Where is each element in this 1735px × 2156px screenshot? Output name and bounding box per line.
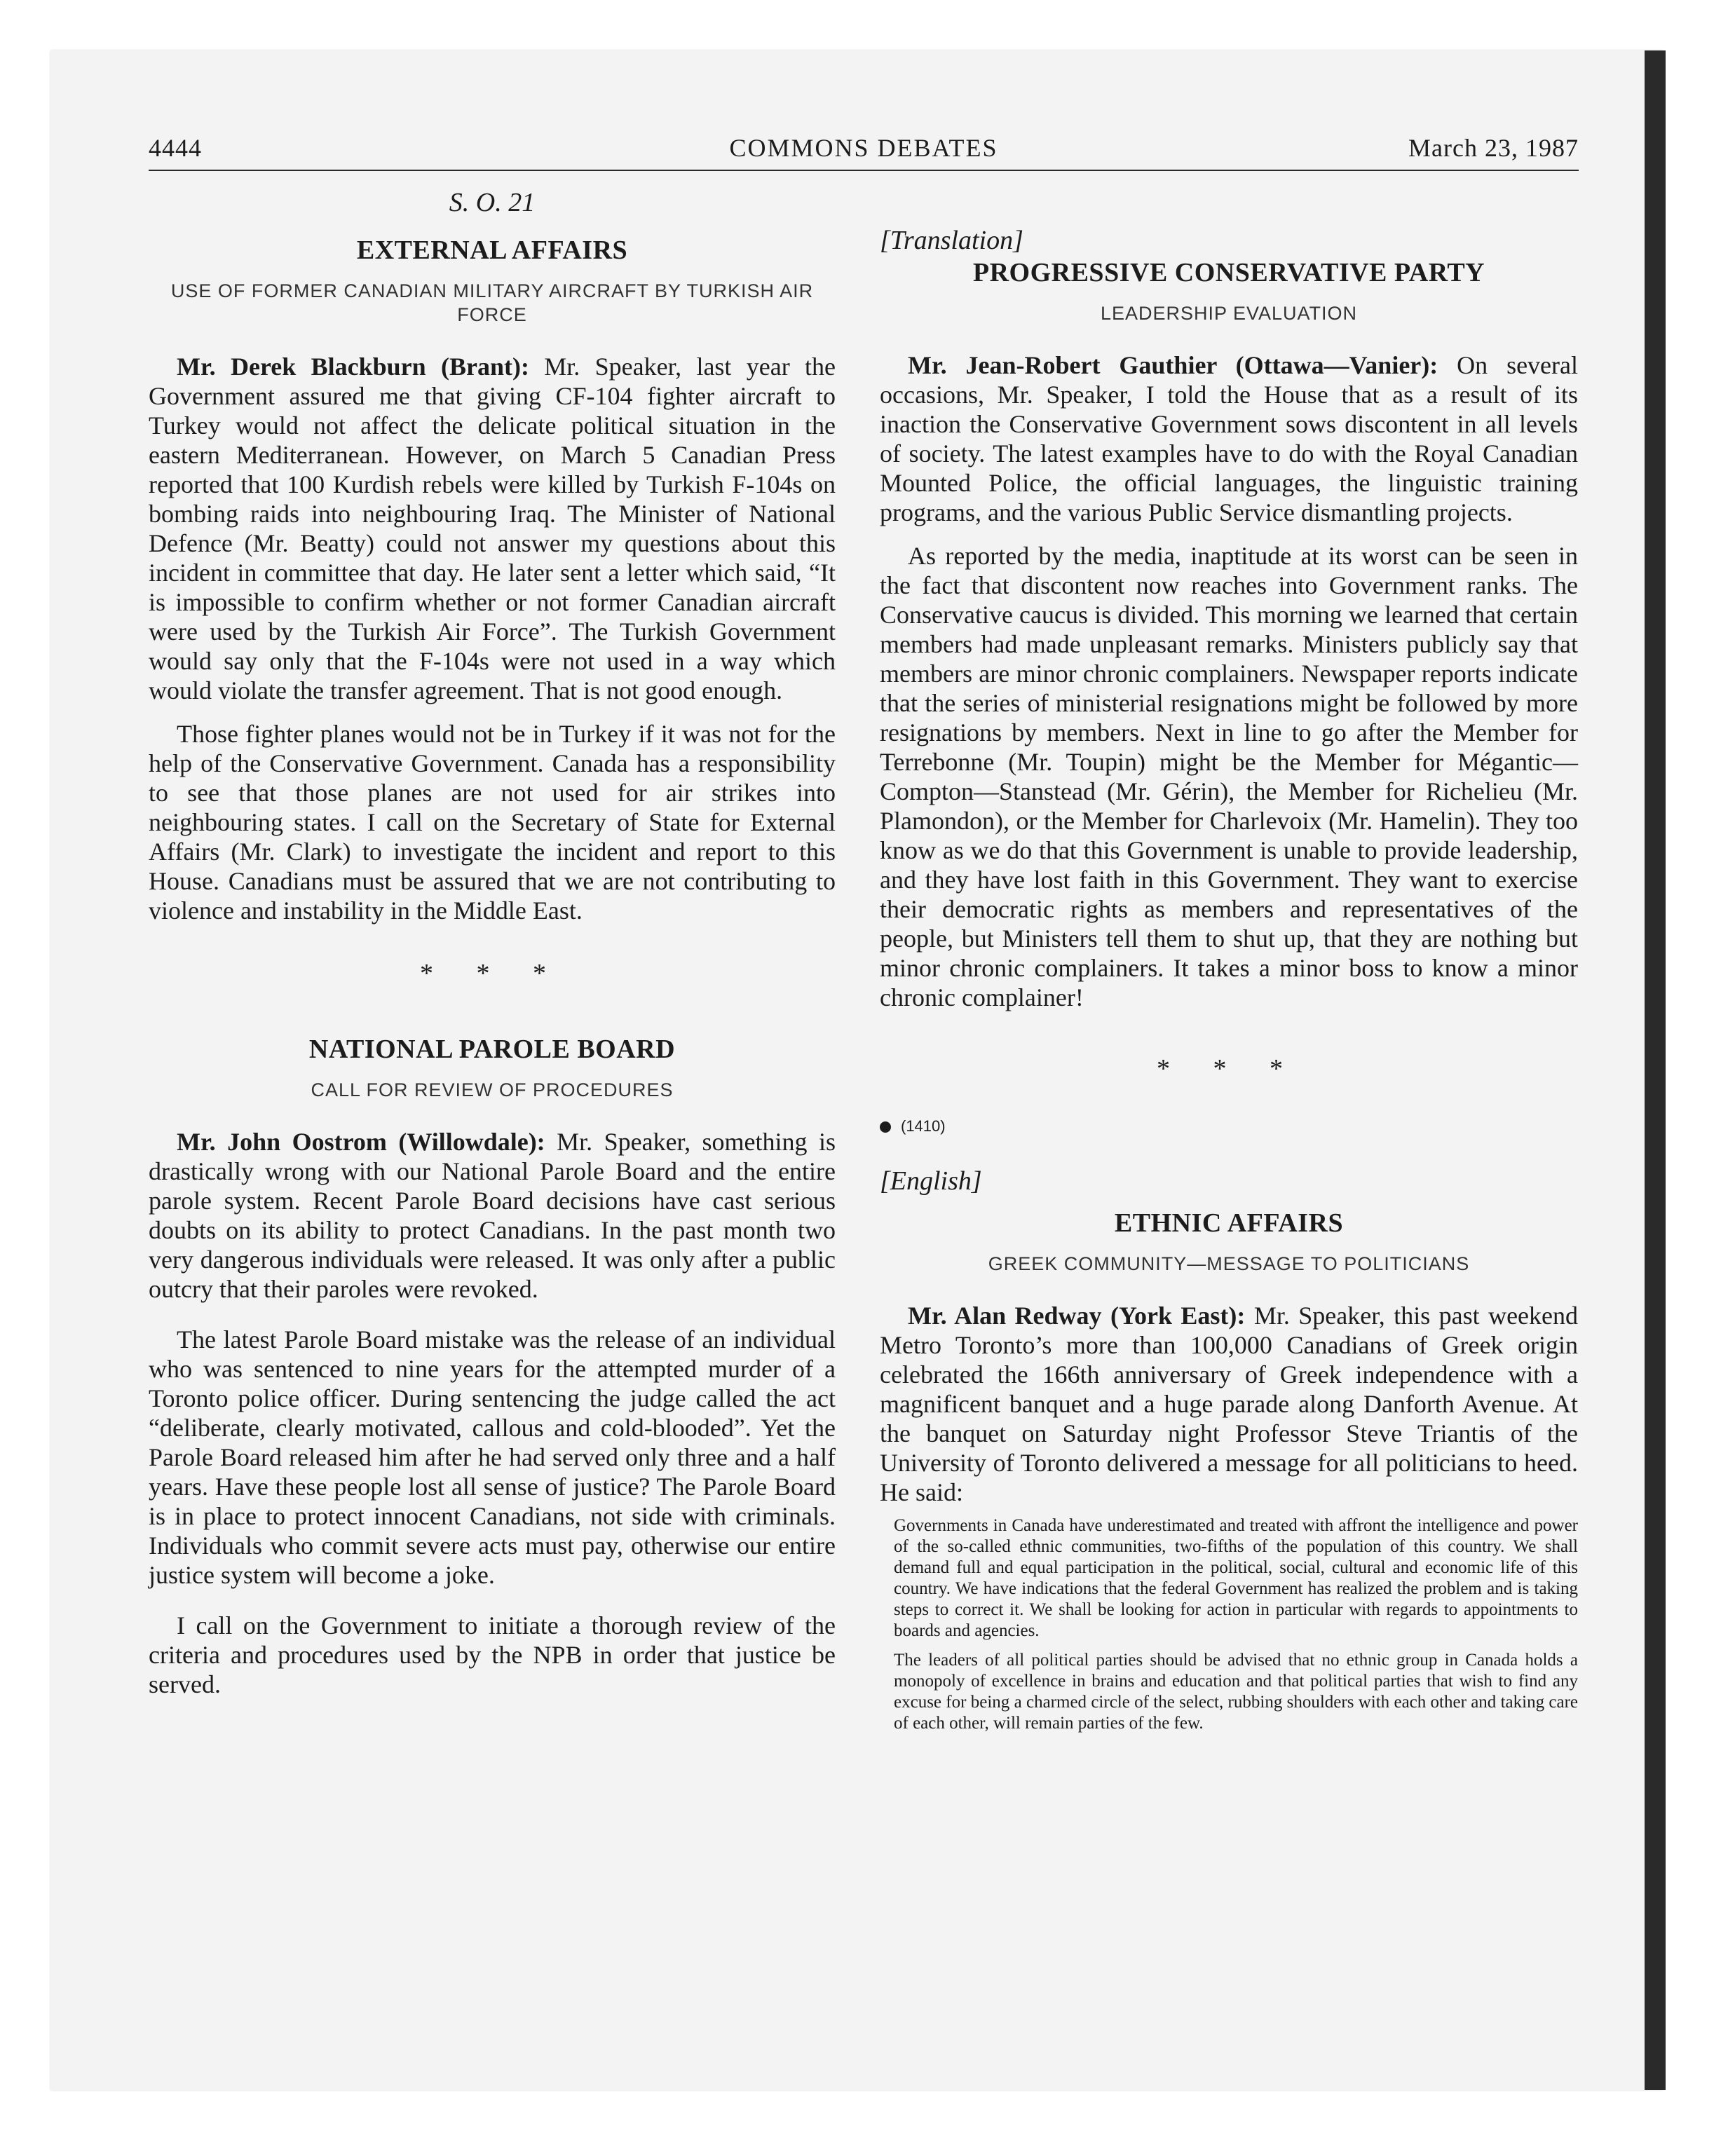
section-separator: * * * <box>420 959 564 988</box>
header-date: March 23, 1987 <box>1408 134 1579 162</box>
standing-order-label: S. O. 21 <box>449 188 536 217</box>
section-heading-progressive-conservative-party: PROGRESSIVE CONSERVATIVE PARTY <box>972 258 1485 287</box>
section-heading-external-affairs: EXTERNAL AFFAIRS <box>356 236 628 265</box>
speaker-name: Mr. Jean-Robert Gauthier (Ottawa—Vanier): <box>908 351 1438 379</box>
left-column <box>149 184 836 1699</box>
speech-paragraph: Those fighter planes would not be in Turkey if it was not for the help of the Conservative Government. Canada has a responsibility to see that those planes are not used for air strikes into neighbouring states. I call on the Secretary of State for External Affairs (Mr. Clark) to investigate the incident and report to this House. Canadians must be assured that we are not contributing to violence and instability in the Middle East. <box>149 720 836 925</box>
block-quote: Governments in Canada have underestimated and treated with affront the intelligence and power of the so-called ethnic communities, two-fifths of the population of this country. We shall demand full and equal participation in the political, social, cultural and economic life of this country. We have indications that the federal Government has realized the problem and is taking steps to correct it. We shall be looking for action in particular with regards to appointments to boards and agencies. <box>894 1516 1578 1640</box>
speech-paragraph: I call on the Government to initiate a thorough review of the criteria and procedures used by the NPB in order that justice be served. <box>149 1611 836 1698</box>
speech-paragraph: Mr. John Oostrom (Willowdale): Mr. Speaker, something is drastically wrong with our National Parole Board and the entire parole system. Recent Parole Board decisions have cast serious doubts on its ability to protect Canadians. In the past month two very dangerous individuals were released. It was only after a public outcry that their paroles were revoked. <box>149 1128 836 1303</box>
speech-paragraph: The latest Parole Board mistake was the release of an individual who was sentenced to nine years for the attempted murder of a Toronto police officer. During sentencing the judge called the act “deliberate, clearly motivated, callous and cold-blooded”. Yet the Parole Board released him after he had served only three and a half years. Have these people lost all sense of justice? The Parole Board is in place to protect innocent Canadians, not side with criminals. Individuals who commit severe acts must pay, otherwise our entire justice system will become a joke. <box>149 1325 836 1589</box>
scan-edge-bar <box>1645 50 1666 2090</box>
timestamp: (1410) <box>880 1112 1578 1141</box>
right-column <box>880 184 1578 1734</box>
speech-paragraph: Mr. Alan Redway (York East): Mr. Speaker, this past weekend Metro Toronto’s more than 100,000 Canadians of Greek origin celebrated the 166th anniversary of Greek independence with a magnificent banquet and a huge parade along Danforth Avenue. At the banquet on Saturday night Professor Steve Triantis of the University of Toronto delivered a message for all politicians to heed. He said: <box>880 1302 1579 1506</box>
running-header <box>149 133 1579 171</box>
speech-paragraph: As reported by the media, inaptitude at its worst can be seen in the fact that discontent now reaches into Government ranks. The Conservative caucus is divided. This morning we learned that certain members had made unpleasant remarks. Ministers publicly say that members are minor chronic complainers. Newspaper reports indicate that the series of ministerial resignations might be followed by more resignations by members. Next in line to go after the Member for Terrebonne (Mr. Toupin) might be the Member for Mégantic—Compton—Stanstead (Mr. Gérin), the Member for Richelieu (Mr. Plamondon), or the Member for Charlevoix (Mr. Hamelin). They too know as we do that this Government is unable to provide leadership, and they have lost faith in this Government. They want to exercise their democratic rights as members and representatives of the people, but Ministers tell them to shut up, that they are nothing but minor chronic complainers. It takes a minor boss to know a minor chronic complainer! <box>880 542 1578 1011</box>
section-subheading: LEADERSHIP EVALUATION <box>1100 303 1358 324</box>
page-number: 4444 <box>149 134 202 162</box>
speaker-name: Mr. Derek Blackburn (Brant): <box>177 353 529 381</box>
section-subheading: USE OF FORMER CANADIAN MILITARY AIRCRAFT BY TURKISH AIR FORCE <box>170 280 814 325</box>
speech-paragraph: Mr. Derek Blackburn (Brant): Mr. Speaker, last year the Government assured me that giving CF-104 fighter aircraft to Turkey would not affect the delicate political situation in the eastern Mediterranean. However, on March 5 Canadian Press reported that 100 Kurdish rebels were killed by Turkish F-104s on bombing raids into neighbouring Iraq. The Minister of National Defence (Mr. Beatty) could not answer my questions about this incident in committee that day. He later sent a letter which said, “It is impossible to confirm whether or not former Canadian aircraft were used by the Turkish Air Force”. The Turkish Government would say only that the F-104s were not used in a way which would violate the transfer agreement. That is not good enough. <box>149 353 836 704</box>
speech-paragraph: Mr. Jean-Robert Gauthier (Ottawa—Vanier): On several occasions, Mr. Speaker, I told the House that as a result of its inaction the Conservative Government sows discontent in all levels of society. The latest examples have to do with the Royal Canadian Mounted Police, the official languages, the linguistic training programs, and the various Public Service dismantling projects. <box>880 351 1579 526</box>
speaker-name: Mr. Alan Redway (York East): <box>908 1302 1246 1330</box>
section-heading-ethnic-affairs: ETHNIC AFFAIRS <box>1114 1208 1344 1238</box>
section-subheading: GREEK COMMUNITY—MESSAGE TO POLITICIANS <box>988 1253 1470 1274</box>
block-quote: The leaders of all political parties should be advised that no ethnic group in Canada holds a monopoly of excellence in brains and education and that political parties that wish to find any excuse for being a charmed circle of the select, rubbing shoulders with each other and taking care of each other, will remain parties of the few. <box>894 1651 1578 1733</box>
language-marker: [English] <box>880 1166 982 1196</box>
bullet-dot-icon <box>880 1121 891 1133</box>
language-marker: [Translation] <box>880 226 1023 255</box>
section-separator: * * * <box>1157 1054 1301 1084</box>
section-heading-national-parole-board: NATIONAL PAROLE BOARD <box>308 1035 676 1064</box>
speaker-name: Mr. John Oostrom (Willowdale): <box>177 1128 545 1156</box>
publication-title: COMMONS DEBATES <box>729 134 998 162</box>
section-subheading: CALL FOR REVIEW OF PROCEDURES <box>311 1079 674 1100</box>
